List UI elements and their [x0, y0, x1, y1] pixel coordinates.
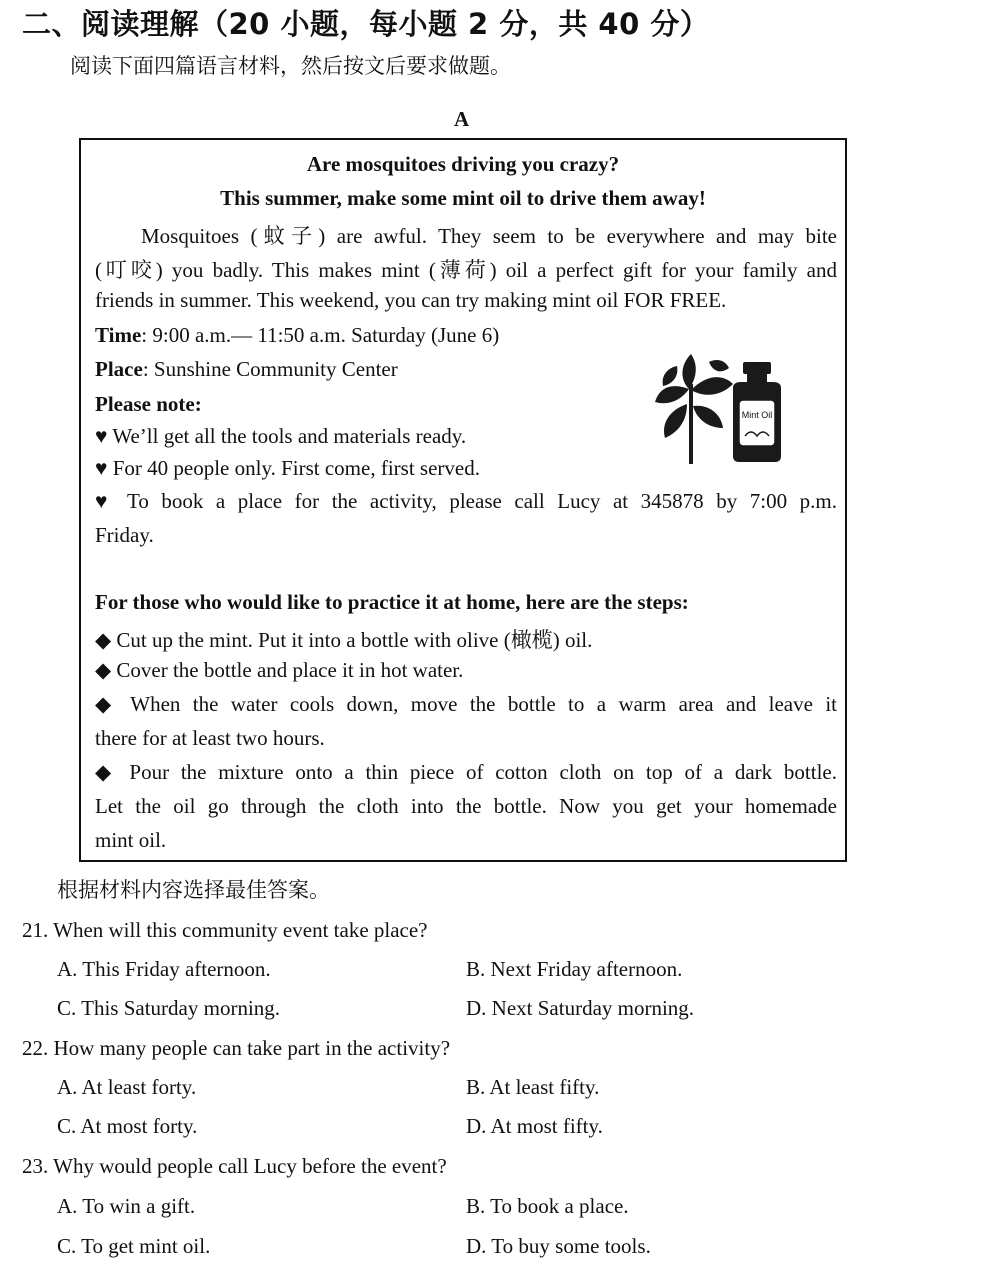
step-item: ◆ When the water cools down, move the bottle to a warm area and leave it [95, 692, 837, 716]
note-label: Please note: [95, 392, 202, 416]
question-22-option-b[interactable]: B. At least fifty. [466, 1075, 600, 1099]
section-heading: 二、阅读理解（20 小题，每小题 2 分，共 40 分） [22, 7, 710, 41]
question-21-option-a[interactable]: A. This Friday afternoon. [57, 957, 271, 981]
intro-line: friends in summer. This weekend, you can try making mint oil FOR FREE. [95, 288, 727, 312]
question-23-option-b[interactable]: B. To book a place. [466, 1194, 629, 1218]
steps-heading: For those who would like to practice it at home, here are the steps: [95, 590, 689, 614]
mint-oil-illustration [651, 344, 801, 464]
question-21-option-b[interactable]: B. Next Friday afternoon. [466, 957, 683, 981]
place-row [95, 357, 398, 382]
bottle-label: Mint Oil [741, 410, 773, 420]
intro-line: (叮咬) you badly. This makes mint (薄荷) oil a perfect gift for your family and [95, 258, 837, 282]
time-row [95, 323, 499, 348]
question-21-option-c[interactable]: C. This Saturday morning. [57, 996, 281, 1020]
time-value: : 9:00 a.m.— 11:50 a.m. Saturday (June 6) [141, 323, 500, 347]
question-23-option-a[interactable]: A. To win a gift. [57, 1194, 196, 1218]
time-label: Time [95, 323, 142, 347]
step-item: ◆ Cut up the mint. Put it into a bottle with olive (橄榄) oil. [95, 628, 593, 652]
place-label: Place [95, 357, 143, 381]
step-item: Let the oil go through the cloth into the bottle. Now you get your homemade [95, 794, 837, 818]
question-23-option-d[interactable]: D. To buy some tools. [466, 1234, 651, 1258]
step-item: ◆ Pour the mixture onto a thin piece of cotton cloth on top of a dark bottle. [95, 760, 837, 784]
passage-label: A [454, 107, 470, 131]
question-21-option-d[interactable]: D. Next Saturday morning. [466, 996, 695, 1020]
passage-title: Are mosquitoes driving you crazy? [306, 152, 620, 176]
section-instructions: 阅读下面四篇语言材料，然后按文后要求做题。 [70, 54, 511, 78]
step-item: mint oil. [95, 828, 167, 852]
question-23-stem: 23. Why would people call Lucy before the event? [22, 1154, 447, 1178]
task-instruction: 根据材料内容选择最佳答案。 [57, 878, 330, 902]
note-item: Friday. [95, 523, 154, 547]
passage-subtitle: This summer, make some mint oil to drive them away! [220, 186, 706, 210]
question-22-stem: 22. How many people can take part in the activity? [22, 1036, 451, 1060]
note-item: ♥ For 40 people only. First come, first served. [95, 456, 480, 480]
question-21-stem: 21. When will this community event take place? [22, 918, 428, 942]
note-item: ♥ We’ll get all the tools and materials ready. [95, 424, 467, 448]
note-item: ♥ To book a place for the activity, please call Lucy at 345878 by 7:00 p.m. [95, 489, 837, 513]
step-item: ◆ Cover the bottle and place it in hot water. [95, 658, 464, 682]
question-23-option-c[interactable]: C. To get mint oil. [57, 1234, 211, 1258]
question-22-option-d[interactable]: D. At most fifty. [466, 1114, 603, 1138]
mint-plant-icon [655, 354, 733, 464]
step-item: there for at least two hours. [95, 726, 325, 750]
intro-line: Mosquitoes (蚊子) are awful. They seem to be everywhere and may bite [141, 224, 837, 248]
place-value: : Sunshine Community Center [142, 357, 398, 381]
question-22-option-a[interactable]: A. At least forty. [57, 1075, 197, 1099]
passage-box [79, 138, 847, 862]
question-22-option-c[interactable]: C. At most forty. [57, 1114, 198, 1138]
